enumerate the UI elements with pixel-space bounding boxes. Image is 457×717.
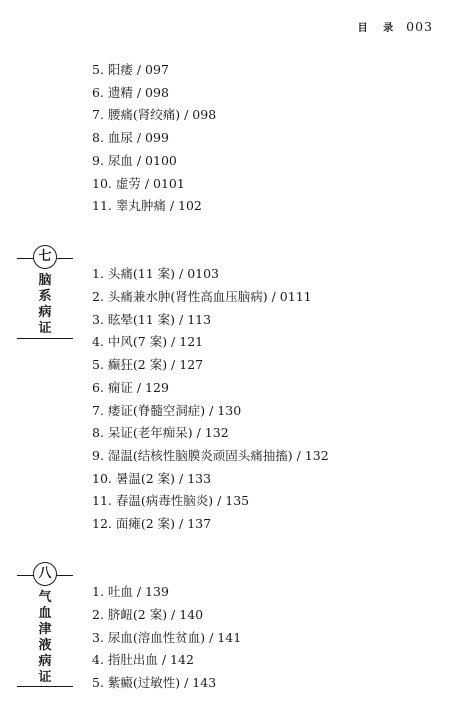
section-bottom-line [17,686,73,687]
section-title-char: 病 [38,305,52,320]
toc-entry[interactable]: 11. 春温(病毒性脑炎) / 135 [92,493,250,508]
section-title-char: 液 [38,638,52,653]
section-title-char: 气 [38,590,52,605]
section-bottom-line [17,338,73,339]
section-title-char: 津 [38,622,52,637]
toc-entry[interactable]: 2. 头痛兼水肿(肾性高血压脑病) / 0111 [92,289,312,304]
toc-entry[interactable]: 3. 尿血(溶血性贫血) / 141 [92,630,242,645]
toc-entry[interactable]: 6. 遗精 / 098 [92,85,169,100]
toc-entry[interactable]: 1. 头痛(11 案) / 0103 [92,266,220,281]
section-title-char: 血 [38,606,52,621]
toc-entry[interactable]: 4. 中风(7 案) / 121 [92,334,204,349]
toc-entry[interactable]: 3. 眩晕(11 案) / 113 [92,312,212,327]
section-title-char: 证 [38,670,52,685]
page-header [358,19,433,34]
toc-entry[interactable]: 1. 吐血 / 139 [92,584,169,599]
section-title-char: 病 [38,654,52,669]
toc-entry[interactable]: 5. 癫狂(2 案) / 127 [92,357,204,372]
toc-entry[interactable]: 11. 睾丸肿痛 / 102 [92,198,202,213]
toc-entry[interactable]: 12. 面瘫(2 案) / 137 [92,516,212,531]
toc-entry[interactable]: 10. 虚劳 / 0101 [92,176,185,191]
section-number: 七 [33,245,57,269]
page-number: 003 [406,19,433,34]
section-title [17,273,73,337]
toc-entry[interactable]: 5. 紫癜(过敏性) / 143 [92,675,217,690]
toc-entry[interactable]: 2. 脐衄(2 案) / 140 [92,607,204,622]
section-7-marker [17,245,73,340]
toc-entry[interactable]: 8. 血尿 / 099 [92,130,169,145]
section-title [17,590,73,686]
section-number: 八 [33,562,57,586]
toc-entry[interactable]: 7. 痿证(脊髓空洞症) / 130 [92,403,242,418]
toc-entry[interactable]: 5. 阳痿 / 097 [92,62,169,77]
toc-entry[interactable]: 10. 暑温(2 案) / 133 [92,471,212,486]
section-title-char: 脑 [38,273,52,288]
header-label: 目 录 [357,23,400,34]
toc-entry[interactable]: 4. 指肚出血 / 142 [92,652,194,667]
section-title-char: 证 [38,321,52,336]
toc-entry[interactable]: 8. 呆证(老年痴呆) / 132 [92,425,229,440]
section-title-char: 系 [38,289,52,304]
toc-entry[interactable]: 9. 尿血 / 0100 [92,153,177,168]
toc-entry[interactable]: 9. 湿温(结核性脑膜炎顽固头痛抽搐) / 132 [92,448,329,463]
section-8-marker [17,562,73,690]
toc-entry[interactable]: 6. 痫证 / 129 [92,380,169,395]
toc-entry[interactable]: 7. 腰痛(肾绞痛) / 098 [92,107,217,122]
